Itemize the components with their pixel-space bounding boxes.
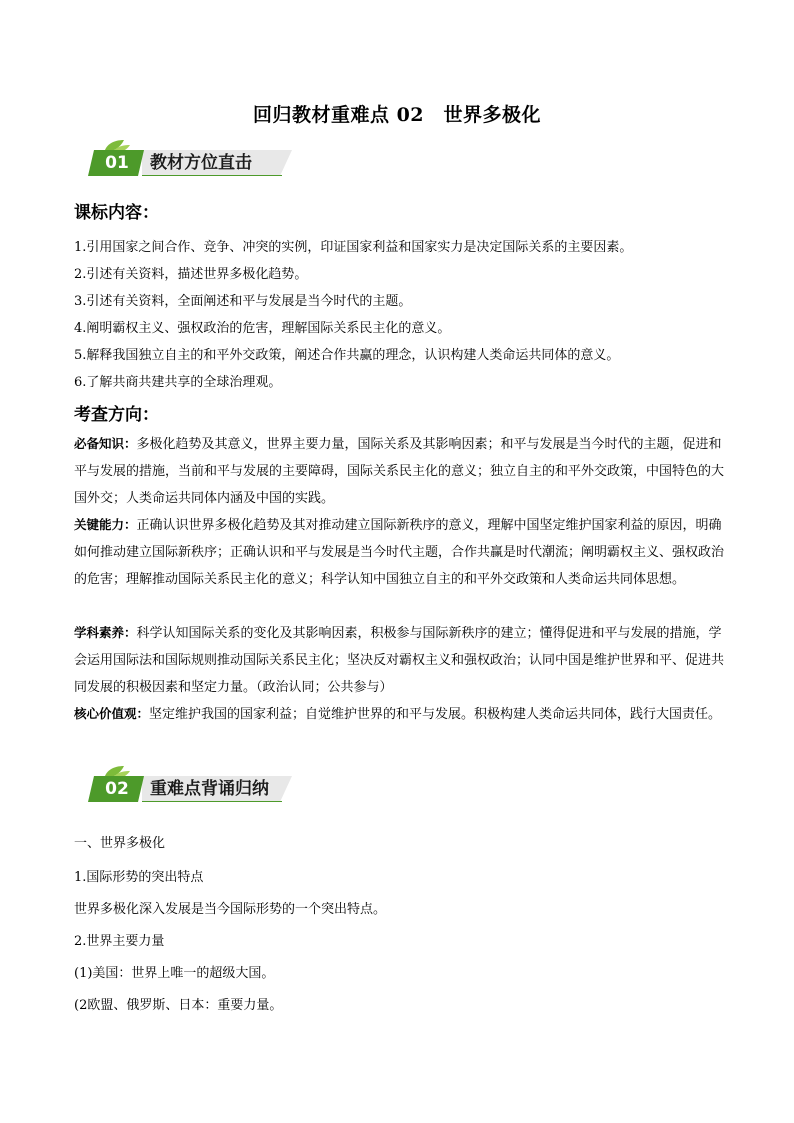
exam-block-label: 核心价值观： [74,706,150,721]
section-label: 重难点背诵归纳 [150,779,269,799]
part-line: 世界多极化深入发展是当今国际形势的一个突出特点。 [74,902,387,917]
section-number: 02 [105,779,129,799]
course-item: 5.解释我国独立自主的和平外交政策，阐述合作共赢的理念，认识构建人类命运共同体的意义。 [74,348,620,363]
section-number: 01 [105,153,129,173]
part-line: (1)美国：世界上唯一的超级大国。 [74,966,275,981]
exam-block-literacy [74,619,734,701]
section-badge-2 [88,764,308,804]
exam-block-label: 关键能力： [74,517,137,532]
exam-block-text: 科学认知国际关系的变化及其影响因素，积极参与国际新秩序的建立；懂得促进和平与发展的措施，学会运用国际法和国际规则推动国际关系民主化；坚决反对霸权主义和强权政治；认同中国是维护世界和平、促进共同发展的积极因素和坚定力量。（政治认同；公共参与） [74,626,725,695]
page-title: 回归教材重难点 02 世界多极化 [252,104,542,126]
course-item: 4.阐明霸权主义、强权政治的危害，理解国际关系民主化的意义。 [74,321,451,336]
section-badge-1 [88,138,308,178]
section-label: 教材方位直击 [150,153,252,173]
part-line: 1.国际形势的突出特点 [74,870,204,885]
course-content-heading: 课标内容： [74,203,159,223]
course-item: 3.引述有关资料，全面阐述和平与发展是当今时代的主题。 [74,294,412,309]
part-line: 2.世界主要力量 [74,934,165,949]
course-item: 1.引用国家之间合作、竞争、冲突的实例，印证国家利益和国家实力是决定国际关系的主要因素。 [74,240,633,255]
part-heading: 一、世界多极化 [74,836,166,851]
exam-block-values [74,700,734,728]
exam-block-label: 学科素养： [74,625,137,640]
exam-block-label: 必备知识： [74,436,137,451]
exam-block-ability [74,511,734,593]
exam-block-text: 坚定维护我国的国家利益；自觉维护世界的和平与发展。积极构建人类命运共同体，践行大国责任。 [149,707,722,722]
exam-block-knowledge [74,430,734,512]
exam-block-text: 多极化趋势及其意义，世界主要力量，国际关系及其影响因素；和平与发展是当今时代的主题，促进和平与发展的措施，当前和平与发展的主要障碍，国际关系民主化的意义；独立自主的和平外交政策，中国特色的大国外交；人类命运共同体内涵及中国的实践。 [74,437,725,506]
exam-block-text: 正确认识世界多极化趋势及其对推动建立国际新秩序的意义，理解中国坚定维护国家利益的原因，明确如何推动建立国际新秩序；正确认识和平与发展是当今时代主题，合作共赢是时代潮流；阐明霸权主义、强权政治的危害；理解推动国际关系民主化的意义；科学认知中国独立自主的和平外交政策和人类命运共同体思想。 [74,518,725,587]
course-item: 2.引述有关资料，描述世界多极化趋势。 [74,267,308,282]
exam-direction-heading: 考查方向： [74,405,159,425]
part-line: (2欧盟、俄罗斯、日本：重要力量。 [74,998,283,1013]
course-item: 6.了解共商共建共享的全球治理观。 [74,375,282,390]
